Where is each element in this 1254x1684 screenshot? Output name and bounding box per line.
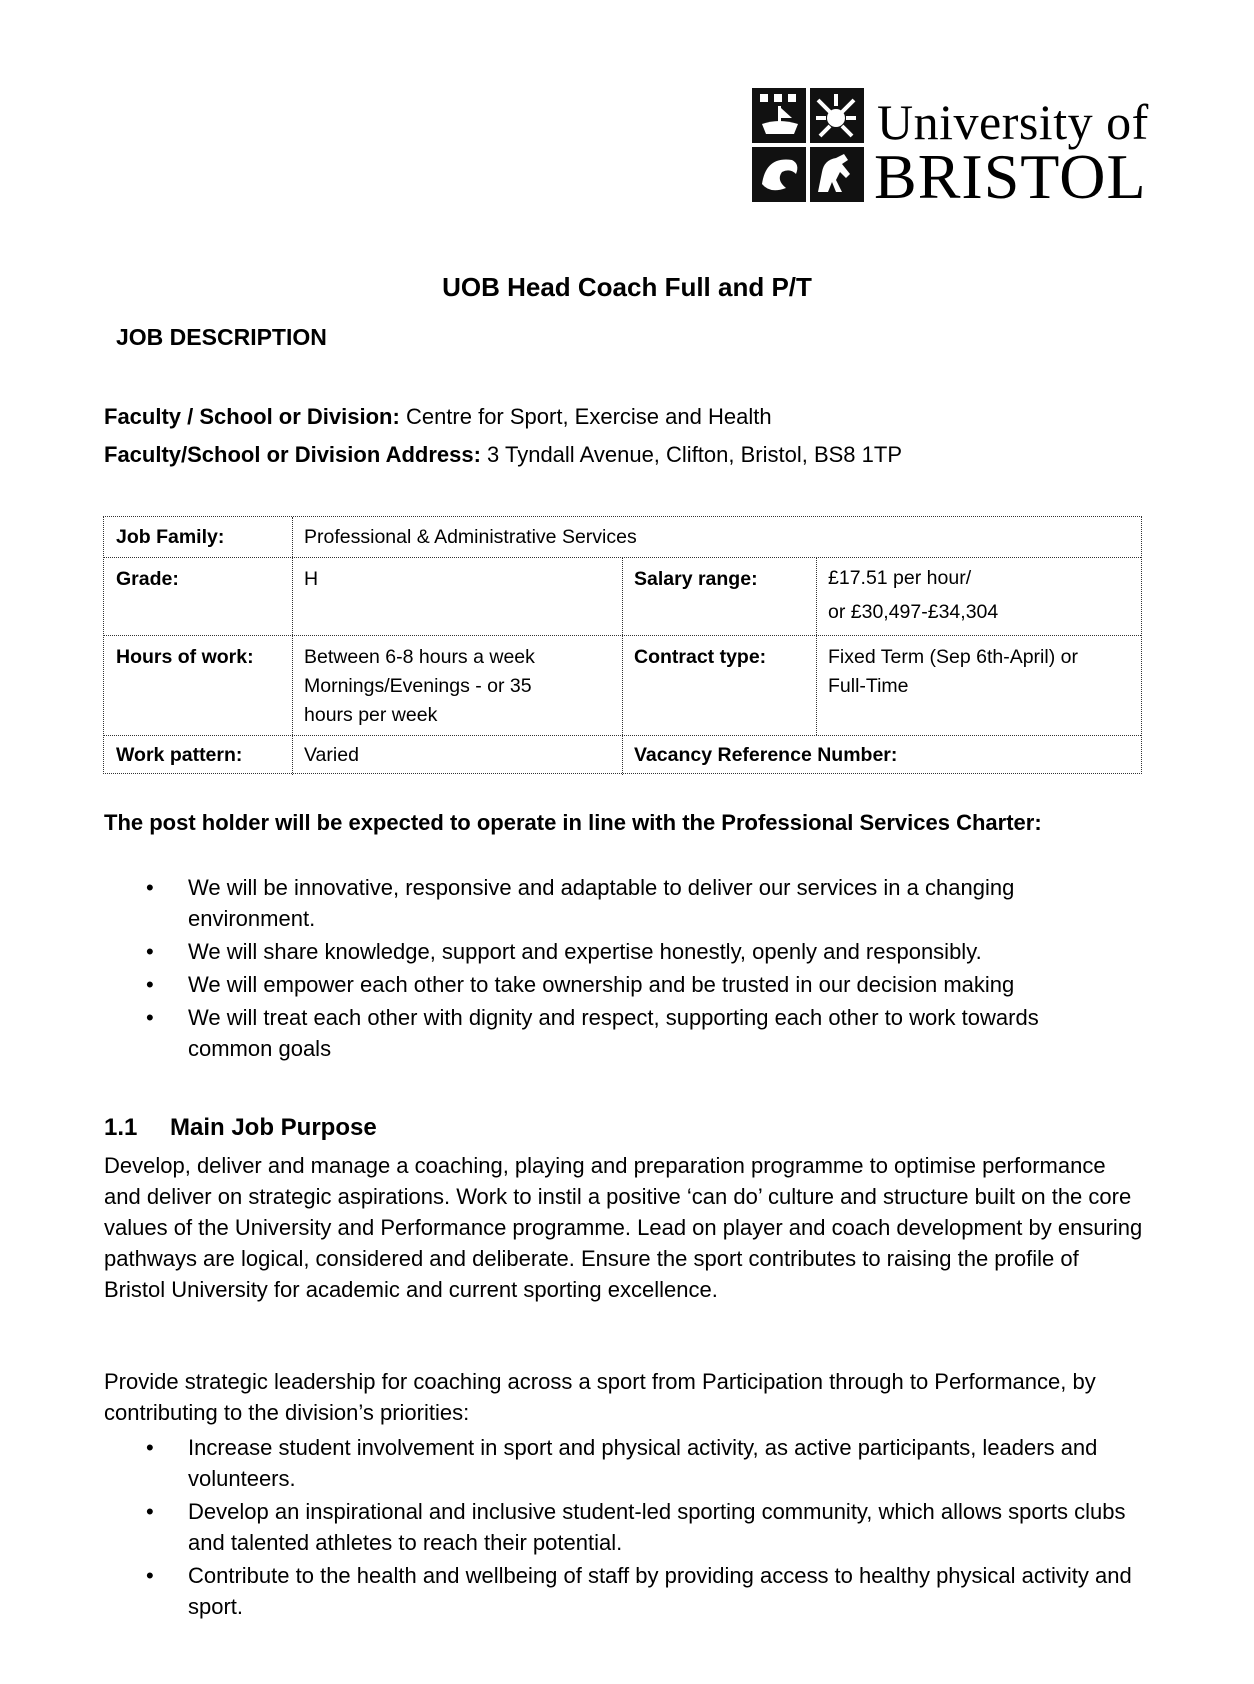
hours-label: Hours of work:	[116, 646, 254, 668]
section-label: JOB DESCRIPTION	[116, 324, 327, 350]
list-item: • Increase student involvement in sport and physical activity, as active participants, leaders and volunteers.	[104, 1432, 1144, 1494]
salary-label: Salary range:	[634, 568, 758, 590]
purpose-paragraph: Develop, deliver and manage a coaching, playing and preparation programme to optimise performance and deliver on strategic aspirations. Work to instil a positive ‘can do’ culture and structure built on the core values of the University and Performance programme. Lead on player and coach development by ensuring pathways are logical, considered and deliberate. Ensure the sport contributes to raising the profile of Bristol University for academic and current sporting excellence.	[104, 1153, 1143, 1302]
vacancy-reference-label: Vacancy Reference Number:	[634, 744, 898, 766]
address-label: Faculty/School or Division Address:	[104, 442, 481, 467]
contract-label: Contract type:	[634, 646, 767, 668]
section-heading	[104, 1114, 377, 1142]
salary-value	[816, 557, 1142, 629]
salary-line2: or £30,497-£34,304	[828, 601, 999, 623]
page-title: UOB Head Coach Full and P/T	[442, 272, 812, 302]
logo-text-line2: BRISTOL	[874, 141, 1147, 212]
university-logo	[752, 86, 1149, 212]
faculty-line	[104, 404, 772, 430]
faculty-value: Centre for Sport, Exercise and Health	[399, 404, 772, 429]
charter-heading: The post holder will be expected to operate in line with the Professional Services Charter:	[104, 810, 1042, 835]
job-family-label: Job Family:	[116, 526, 225, 548]
salary-line1: £17.51 per hour/	[828, 567, 972, 589]
logo-text-line1: University of	[877, 94, 1149, 150]
list-item: • We will empower each other to take ownership and be trusted in our decision making	[104, 969, 1124, 1000]
section-number: 1.1	[104, 1114, 138, 1141]
charter-list	[104, 872, 1124, 1066]
address-value: 3 Tyndall Avenue, Clifton, Bristol, BS8 1TP	[480, 442, 903, 467]
job-family-value: Professional & Administrative Services	[304, 526, 637, 548]
faculty-label: Faculty / School or Division:	[104, 404, 400, 429]
leadership-paragraph: Provide strategic leadership for coaching across a sport from Participation through to Performance, by contributing to the division’s priorities:	[104, 1369, 1096, 1425]
list-item: • We will be innovative, responsive and adaptable to deliver our services in a changing environment.	[104, 872, 1124, 934]
list-item: • We will share knowledge, support and expertise honestly, openly and responsibly.	[104, 936, 1124, 967]
work-pattern-label: Work pattern:	[116, 744, 243, 766]
list-item: • We will treat each other with dignity and respect, supporting each other to work towards common goals	[104, 1002, 1124, 1064]
list-item: • Develop an inspirational and inclusive student-led sporting community, which allows sports clubs and talented athletes to reach their potential.	[104, 1496, 1144, 1558]
grade-value: H	[304, 568, 319, 590]
university-crest-icon	[752, 88, 864, 202]
address-line	[104, 442, 902, 468]
job-details-table	[103, 516, 1142, 774]
work-pattern-value: Varied	[304, 744, 359, 766]
list-item: • Contribute to the health and wellbeing of staff by providing access to healthy physical activity and sport.	[104, 1560, 1144, 1622]
section-title: Main Job Purpose	[170, 1114, 377, 1141]
grade-label: Grade:	[116, 568, 179, 590]
hours-value: Between 6-8 hours a week Mornings/Evenings - or 35 hours per week	[304, 646, 535, 726]
contract-value: Fixed Term (Sep 6th-April) or Full-Time	[828, 646, 1078, 697]
priorities-list	[104, 1432, 1144, 1624]
